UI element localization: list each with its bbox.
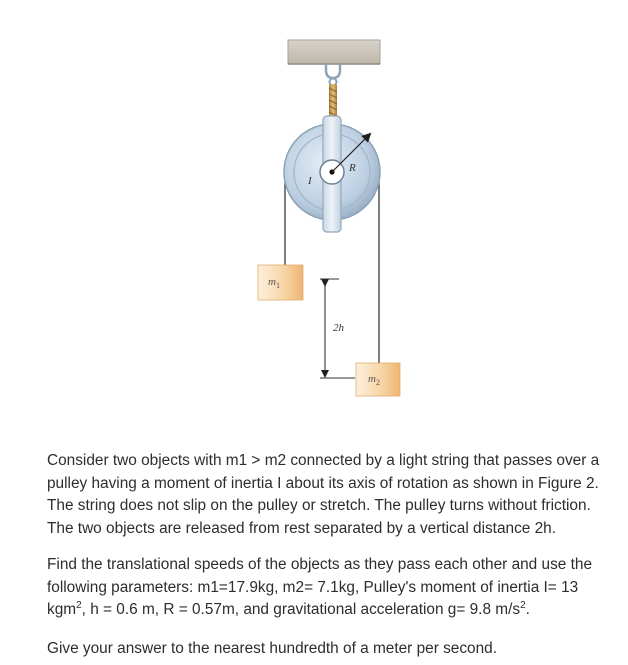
hook [326,64,340,86]
label-mass2: m [368,373,376,385]
parameters-mid: , h = 0.6 m, R = 0.57m, and gravitational acceleration g= 9.8 m/s [81,601,521,618]
exponent-2: 2 [520,599,526,611]
problem-paragraph-3: Give your answer to the nearest hundredth of a meter per second. [47,640,498,657]
ceiling [288,40,380,64]
label-mass1-sub: 1 [275,281,280,290]
distance-marker [320,279,355,378]
pulley [284,116,380,232]
problem-paragraph-2 [47,554,617,622]
problem-paragraph-1: Consider two objects with m1 > m2 connected by a light string that passes over a pulley having a moment of inertia I about its axis of rotation as shown in Figure 2. The string does not slip on the pulley or stretch. The pulley turns without friction. The two objects are released from rest separated by a vertical distance 2h. [47,452,600,537]
parameters-end: . [525,601,530,618]
label-distance: 2h [333,322,344,334]
mass-2 [356,363,400,396]
label-inertia: I [308,175,312,187]
support-rope [329,84,337,120]
label-mass1: m [268,276,276,288]
exponent-1: 2 [76,599,82,611]
mass-1 [258,265,303,300]
label-mass2-sub: 2 [375,378,380,387]
label-radius: R [349,162,356,174]
parameters-intro: Find the translational speeds of the objects as they pass each other and use the following parameters: m1=17.9kg, m2= 7.1kg, Pulley's moment of inertia I= 13 kgm [47,556,593,618]
